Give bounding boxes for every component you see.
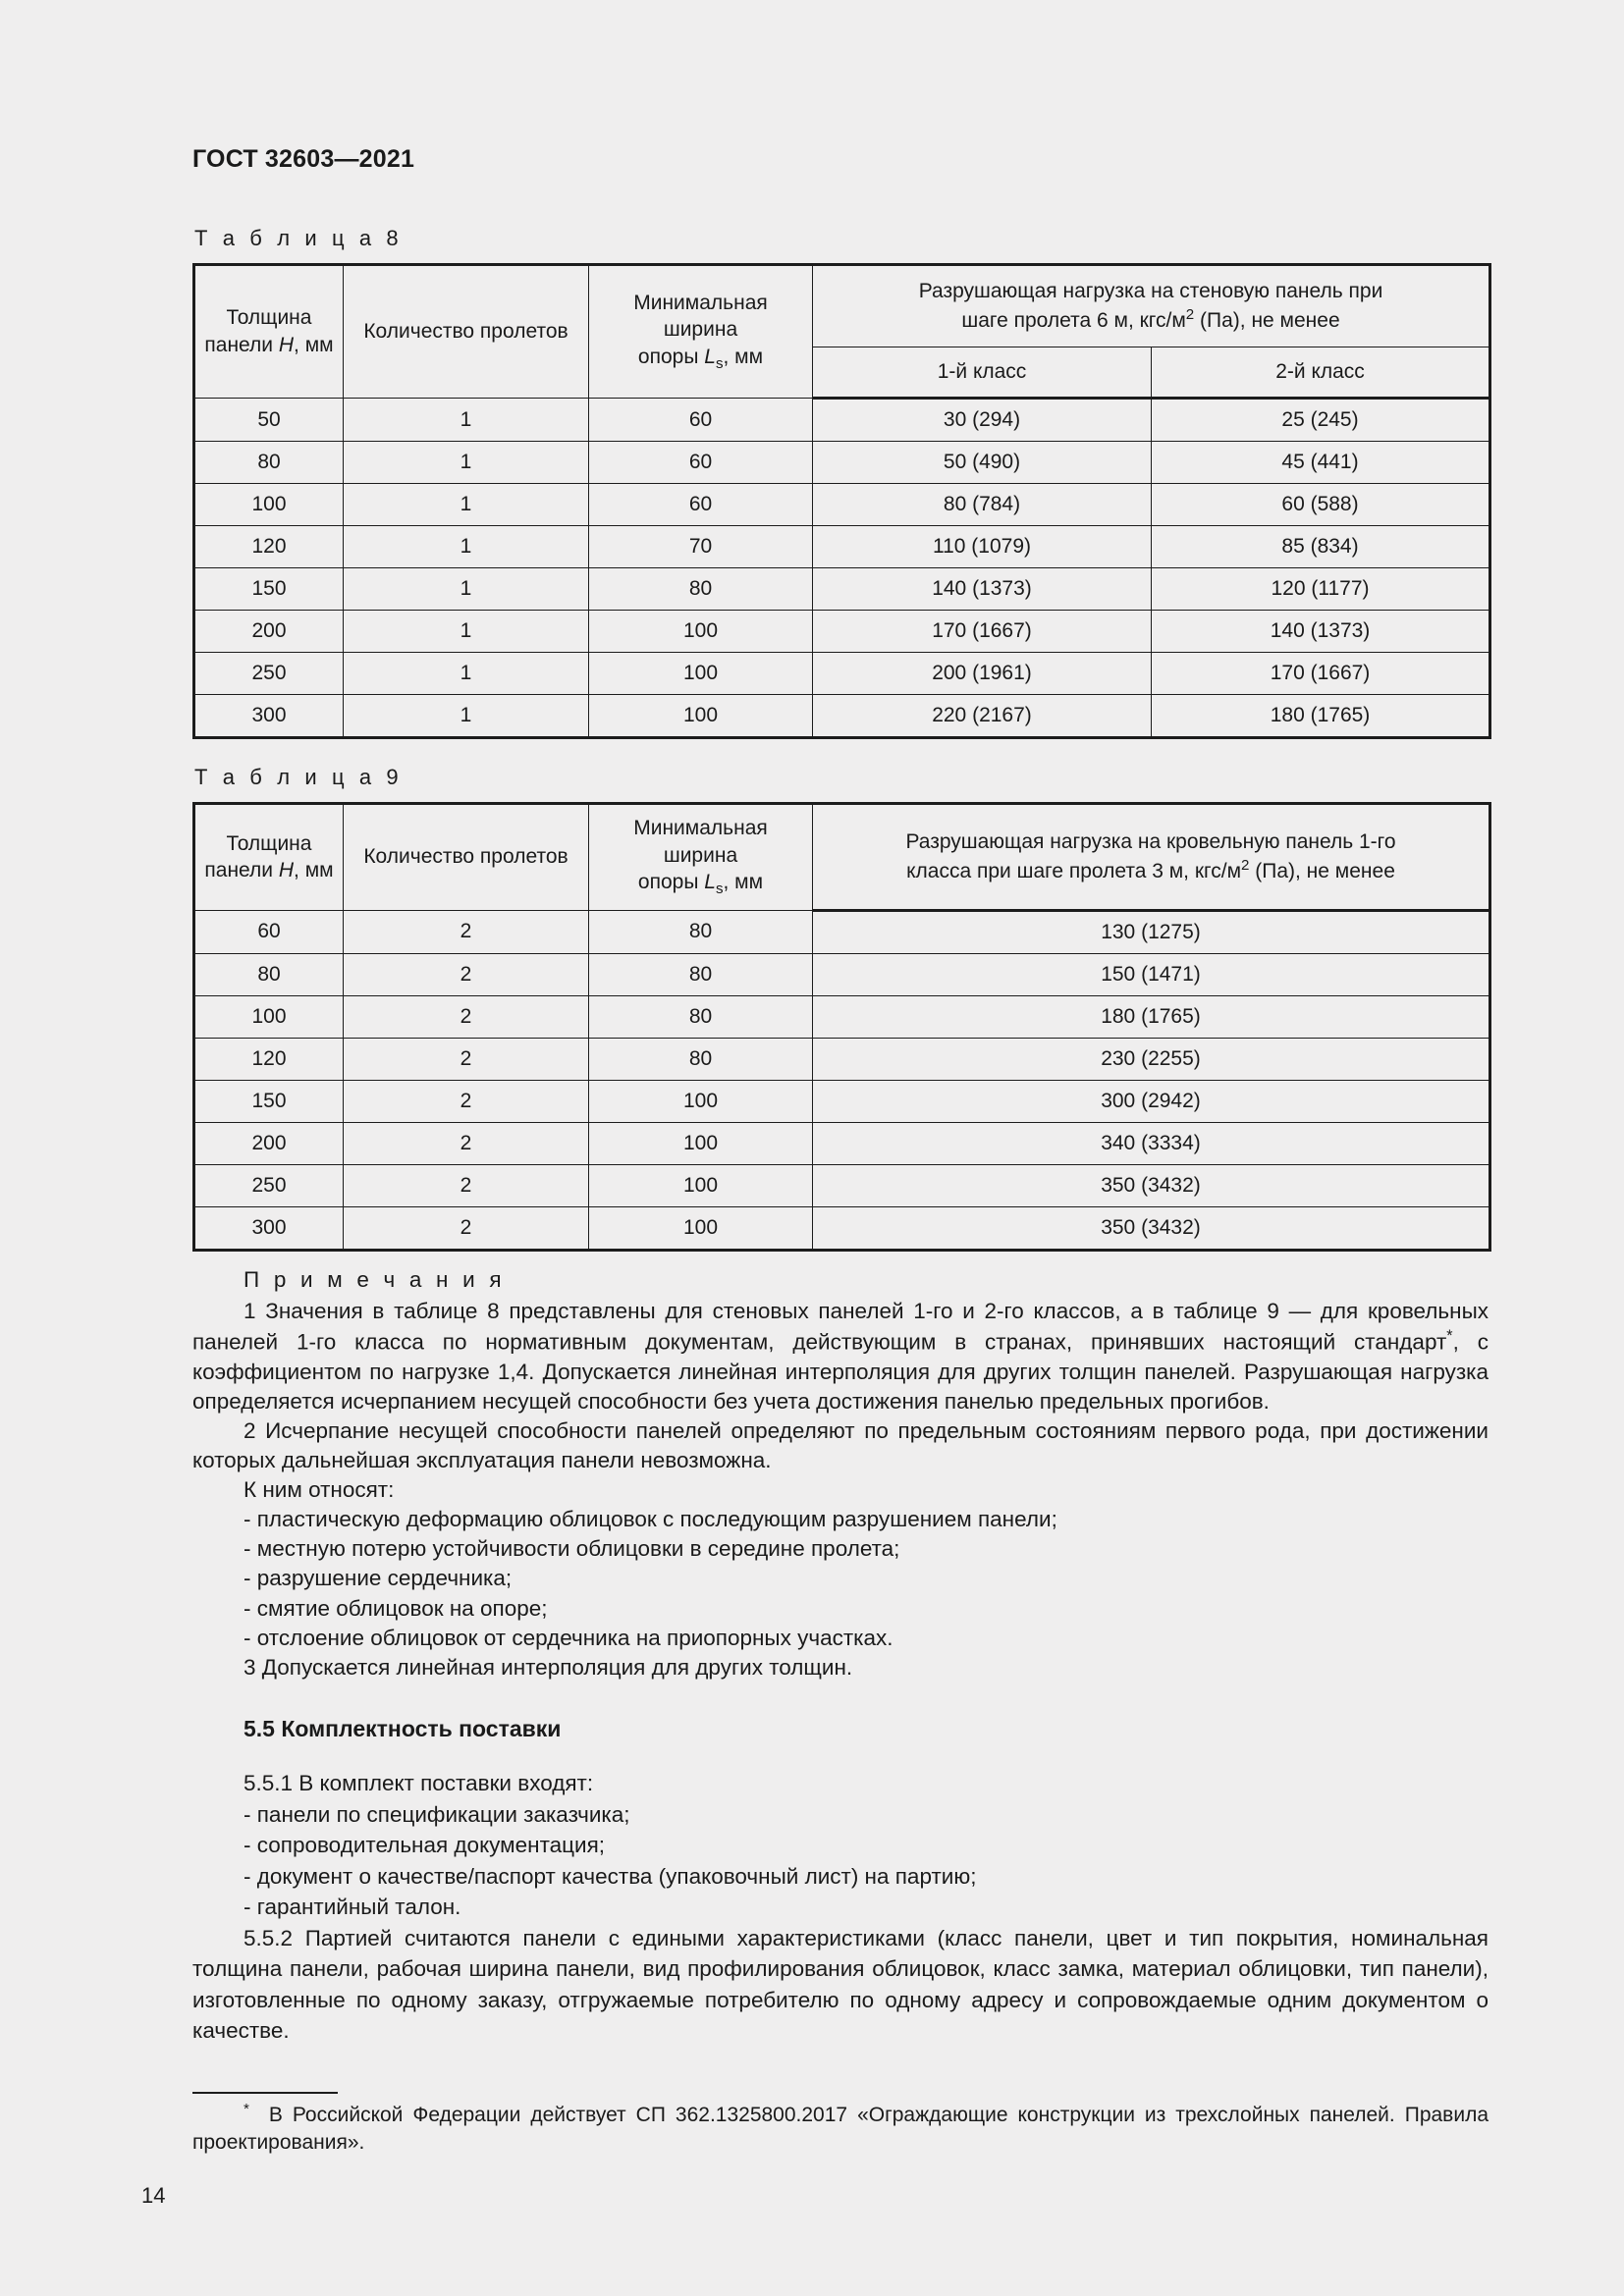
table-row xyxy=(194,399,1490,442)
cell-spans: 2 xyxy=(344,1080,589,1122)
cell-support: 70 xyxy=(589,526,813,568)
th-thickness-line1: Толщина xyxy=(226,306,312,330)
th9-thickness-line1: Толщина xyxy=(226,831,312,855)
cell-thickness: 80 xyxy=(194,953,344,995)
cell-class2: 60 (588) xyxy=(1152,484,1490,526)
notes-block xyxy=(192,1265,1489,1682)
note-1-text-b: , с коэффициентом по нагрузке 1,4. Допускается линейная интерполяция для других толщин панелей. Разрушающая нагрузка определяется исчерпанием несущей способности без учета достижения панелью предельных прогибов. xyxy=(192,1329,1489,1414)
table-row xyxy=(194,1206,1490,1250)
cell-support: 80 xyxy=(589,953,813,995)
footnote-text: В Российской Федерации действует СП 362.1325800.2017 «Ограждающие конструкции из трехслойных панелей. Правила проектирования». xyxy=(192,2103,1489,2155)
cell-load: 230 (2255) xyxy=(813,1038,1490,1080)
cell-thickness: 200 xyxy=(194,611,344,653)
table-row xyxy=(194,1164,1490,1206)
list-item: - гарантийный талон. xyxy=(244,1895,461,1920)
table-row xyxy=(194,695,1490,738)
th-support-subscript: s xyxy=(715,355,724,373)
cell-spans: 2 xyxy=(344,953,589,995)
cell-thickness: 80 xyxy=(194,442,344,484)
th-support-symbol: L xyxy=(704,346,716,369)
cell-spans: 2 xyxy=(344,995,589,1038)
table-row xyxy=(194,953,1490,995)
table-row xyxy=(194,484,1490,526)
list-item: - местную потерю устойчивости облицовки в середине пролета; xyxy=(244,1536,900,1562)
list-item: - сопроводительная документация; xyxy=(244,1833,606,1858)
th9-support-line1: Минимальная ширина xyxy=(633,817,768,867)
notes-title: П р и м е ч а н и я xyxy=(244,1266,506,1292)
document-body xyxy=(141,226,1489,2209)
cell-class1: 80 (784) xyxy=(813,484,1152,526)
th-support-line1: Минимальная ширина xyxy=(633,291,768,342)
cell-spans: 2 xyxy=(344,1164,589,1206)
note-1-text-a: 1 Значения в таблице 8 представлены для стеновых панелей 1-го и 2-го классов, а в таблице 9 — для кровельных панелей 1-го класса по нормативным документам, действующим в странах, принявших настоящий стандарт xyxy=(192,1298,1489,1355)
cell-class1: 110 (1079) xyxy=(813,526,1152,568)
table-row xyxy=(194,1038,1490,1080)
th-load-line1: Разрушающая нагрузка на стеновую панель при xyxy=(918,280,1383,303)
th9-spans: Количество пролетов xyxy=(344,804,589,911)
cell-support: 100 xyxy=(589,1206,813,1250)
cell-spans: 1 xyxy=(344,526,589,568)
cell-class1: 170 (1667) xyxy=(813,611,1152,653)
page-number: 14 xyxy=(141,2182,166,2208)
cell-spans: 2 xyxy=(344,1206,589,1250)
notes-list xyxy=(192,1505,1489,1653)
cell-support: 100 xyxy=(589,1080,813,1122)
cell-load: 350 (3432) xyxy=(813,1164,1490,1206)
cell-spans: 2 xyxy=(344,1122,589,1164)
cell-support: 80 xyxy=(589,995,813,1038)
cell-support: 80 xyxy=(589,568,813,611)
th-thickness-line2-pre: панели xyxy=(204,334,279,356)
cell-support: 100 xyxy=(589,611,813,653)
cell-thickness: 300 xyxy=(194,695,344,738)
cell-thickness: 100 xyxy=(194,484,344,526)
note-3: 3 Допускается линейная интерполяция для других толщин. xyxy=(244,1654,853,1680)
table-row xyxy=(194,442,1490,484)
cell-class2: 45 (441) xyxy=(1152,442,1490,484)
th9-load xyxy=(813,804,1490,911)
table-row xyxy=(194,611,1490,653)
cell-support: 60 xyxy=(589,399,813,442)
list-item: - панели по спецификации заказчика; xyxy=(244,1801,630,1827)
th-load-group xyxy=(813,265,1490,347)
page-title: ГОСТ 32603—2021 xyxy=(192,145,415,173)
th9-load-line1: Разрушающая нагрузка на кровельную панель 1-го xyxy=(905,830,1396,854)
cell-class2: 120 (1177) xyxy=(1152,568,1490,611)
cell-class1: 200 (1961) xyxy=(813,653,1152,695)
th-class-2: 2-й класс xyxy=(1152,347,1490,398)
cell-thickness: 200 xyxy=(194,1122,344,1164)
cell-spans: 1 xyxy=(344,695,589,738)
th9-support-line2-post: , мм xyxy=(723,871,764,894)
cell-support: 60 xyxy=(589,484,813,526)
table-8-body xyxy=(194,399,1490,738)
list-item: - пластическую деформацию облицовок с последующим разрушением панели; xyxy=(244,1507,1057,1532)
th9-thickness xyxy=(194,804,344,911)
th-load-line2-post: (Па), не менее xyxy=(1194,308,1340,332)
th-thickness-symbol: H xyxy=(278,334,295,356)
paragraph-5-5-1: 5.5.1 В комплект поставки входят: xyxy=(244,1771,594,1796)
section-heading-5-5: 5.5 Комплектность поставки xyxy=(244,1716,562,1742)
th-spans: Количество пролетов xyxy=(344,265,589,399)
th9-support-subscript: s xyxy=(715,881,724,898)
cell-spans: 1 xyxy=(344,611,589,653)
cell-class1: 50 (490) xyxy=(813,442,1152,484)
list-item: - документ о качестве/паспорт качества (упаковочный лист) на партию; xyxy=(244,1863,977,1889)
cell-spans: 1 xyxy=(344,484,589,526)
table-9-head xyxy=(194,804,1490,911)
cell-class2: 25 (245) xyxy=(1152,399,1490,442)
table-8 xyxy=(192,263,1491,739)
th9-thickness-line2-post: , мм xyxy=(294,859,334,882)
cell-support: 100 xyxy=(589,1164,813,1206)
cell-spans: 1 xyxy=(344,653,589,695)
footnote-text-wrap xyxy=(192,2100,1489,2158)
cell-support: 100 xyxy=(589,695,813,738)
cell-spans: 2 xyxy=(344,1038,589,1080)
note-1-footnote-marker: * xyxy=(1446,1326,1453,1345)
th9-support-line2-pre: опоры xyxy=(637,871,705,894)
cell-spans: 1 xyxy=(344,442,589,484)
th-class-1: 1-й класс xyxy=(813,347,1152,398)
table-row xyxy=(194,995,1490,1038)
table-8-caption: Т а б л и ц а 8 xyxy=(194,226,404,250)
footnote-marker: * xyxy=(244,2100,249,2117)
th9-thickness-symbol: H xyxy=(278,859,295,882)
list-item: - разрушение сердечника; xyxy=(244,1566,513,1591)
cell-thickness: 250 xyxy=(194,1164,344,1206)
table-row xyxy=(194,653,1490,695)
th9-support-width xyxy=(589,804,813,911)
cell-thickness: 50 xyxy=(194,399,344,442)
cell-load: 350 (3432) xyxy=(813,1206,1490,1250)
th9-load-line2-post: (Па), не менее xyxy=(1249,859,1395,882)
footnote-paragraph xyxy=(192,2100,1489,2158)
cell-thickness: 60 xyxy=(194,910,344,953)
cell-load: 180 (1765) xyxy=(813,995,1490,1038)
table-9-caption: Т а б л и ц а 9 xyxy=(194,765,404,789)
table-9-body xyxy=(194,910,1490,1250)
th-thickness xyxy=(194,265,344,399)
th-load-superscript: 2 xyxy=(1185,305,1195,323)
notes-list-intro: К ним относят: xyxy=(244,1477,395,1503)
cell-class1: 220 (2167) xyxy=(813,695,1152,738)
footnote-separator xyxy=(192,2092,338,2094)
table-row xyxy=(194,910,1490,953)
delivery-set-list xyxy=(192,1799,1489,1923)
table-row xyxy=(194,1122,1490,1164)
cell-class1: 30 (294) xyxy=(813,399,1152,442)
cell-class2: 140 (1373) xyxy=(1152,611,1490,653)
cell-support: 100 xyxy=(589,653,813,695)
cell-thickness: 250 xyxy=(194,653,344,695)
cell-support: 100 xyxy=(589,1122,813,1164)
cell-thickness: 150 xyxy=(194,1080,344,1122)
cell-load: 300 (2942) xyxy=(813,1080,1490,1122)
cell-thickness: 300 xyxy=(194,1206,344,1250)
th-thickness-line2-post: , мм xyxy=(294,334,334,356)
cell-class2: 170 (1667) xyxy=(1152,653,1490,695)
cell-load: 130 (1275) xyxy=(813,910,1490,953)
table-9 xyxy=(192,802,1491,1252)
table-8-header-row-1 xyxy=(194,265,1490,347)
table-row xyxy=(194,526,1490,568)
th-support-width xyxy=(589,265,813,399)
cell-thickness: 150 xyxy=(194,568,344,611)
cell-thickness: 120 xyxy=(194,1038,344,1080)
cell-thickness: 120 xyxy=(194,526,344,568)
list-item: - смятие облицовок на опоре; xyxy=(244,1595,548,1621)
th9-support-symbol: L xyxy=(704,871,716,894)
th-load-line2-pre: шаге пролета 6 м, кгс/м xyxy=(961,308,1186,332)
paragraph-5-5-2: 5.5.2 Партией считаются панели с едиными характеристиками (класс панели, цвет и тип покрытия, номинальная толщина панели, рабочая ширина панели, вид профилирования облицовок, класс замка, материал облицовки, тип панели), изготовленные по одному заказу, отгружаемые потребителю по одному адресу и сопровождаемые одним документом о качестве. xyxy=(192,1925,1489,2044)
note-1 xyxy=(192,1297,1489,1416)
th-support-line2-pre: опоры xyxy=(637,346,705,369)
cell-class1: 140 (1373) xyxy=(813,568,1152,611)
th9-load-line2-pre: класса при шаге пролета 3 м, кгс/м xyxy=(906,859,1242,882)
table-8-head xyxy=(194,265,1490,399)
list-item: - отслоение облицовок от сердечника на приопорных участках. xyxy=(244,1625,893,1650)
table-9-header-row xyxy=(194,804,1490,911)
cell-support: 60 xyxy=(589,442,813,484)
cell-support: 80 xyxy=(589,1038,813,1080)
cell-support: 80 xyxy=(589,910,813,953)
table-row xyxy=(194,568,1490,611)
cell-load: 340 (3334) xyxy=(813,1122,1490,1164)
th-support-line2-post: , мм xyxy=(723,346,764,369)
section-5-5-body xyxy=(192,1768,1489,2047)
cell-thickness: 100 xyxy=(194,995,344,1038)
cell-spans: 2 xyxy=(344,910,589,953)
footnote-block xyxy=(141,2092,1489,2209)
th9-load-superscript: 2 xyxy=(1241,856,1250,874)
cell-spans: 1 xyxy=(344,399,589,442)
cell-load: 150 (1471) xyxy=(813,953,1490,995)
cell-spans: 1 xyxy=(344,568,589,611)
th9-thickness-line2-pre: панели xyxy=(204,859,279,882)
cell-class2: 85 (834) xyxy=(1152,526,1490,568)
cell-class2: 180 (1765) xyxy=(1152,695,1490,738)
table-row xyxy=(194,1080,1490,1122)
note-2: 2 Исчерпание несущей способности панелей определяют по предельным состояниям первого рода, при достижении которых дальнейшая эксплуатация панели невозможна. xyxy=(192,1417,1489,1472)
